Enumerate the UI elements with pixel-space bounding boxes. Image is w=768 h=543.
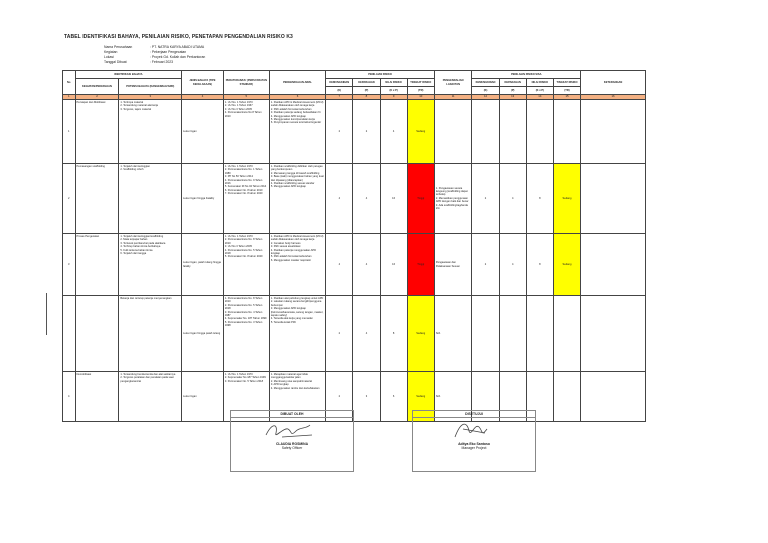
risk-table-sheet (62, 70, 646, 422)
header-identifikasi: IDENTIFIKASI BAHAYA (75, 71, 182, 79)
cell-kp: 16 (380, 164, 407, 234)
cell-pengendalian: 1. Pastikan alat pelindung lengkap untuk APD 2. Lakukan tukang secara bergilir/pengguna bertempat 3. Menggunakan APD lengkap (helm/vest/kacamata, sarung tangan, masker, sepatu safety) 4. Tersedia alat kerja yang memadai 5. Tersedia kotak P3K (269, 296, 325, 372)
cell-potensi: Bekerja dan tertutup pekerja menyenangkan (119, 296, 182, 372)
cell-skp (526, 100, 553, 164)
header-pengendalian: PENGENDALIAN AWAL (269, 71, 325, 95)
cell-k: 2 (326, 100, 353, 164)
cell-pengendalian: 1. Merapikan material agar tidak mengganggu/sekitar jalan 2. Membuang sisa sampah/material 3. APD lengkap 4. Menggunakan rambu dan kartu/lakukan (269, 372, 325, 422)
meta-value: : Proyek Gd. Kuliah dan Perkantoran (150, 55, 206, 59)
cell-k: 4 (326, 234, 353, 296)
header-code: (P) (353, 87, 380, 95)
header-code: (TR) (407, 87, 434, 95)
cell-kp: 8 (380, 296, 407, 372)
cell-sk (472, 296, 499, 372)
meta-key: Lokasi (104, 55, 114, 59)
signature-heading: DIBUAT OLEH (231, 411, 353, 418)
column-number: 1 (63, 95, 76, 100)
column-number: 11 (434, 95, 472, 100)
cell-lanjutan (434, 100, 472, 164)
cell-no: 3 (63, 234, 76, 296)
column-number: 4 (182, 95, 224, 100)
column-number: 2 (75, 95, 119, 100)
cell-skp: 8 (526, 164, 553, 234)
cell-kp: 6 (380, 372, 407, 422)
cell-kp: 4 (380, 100, 407, 164)
cell-peraturan: 1. UU No. 1 Tahun 1970 2. Permenakertrans No. 8 Tahun 2010 3. UU No 3 Tahun 2005 4. Permenakertrans No. 5 Tahun 2018 5. Permenaker No. 8 tahun 2020 (223, 234, 269, 296)
header-code: (K x P) (526, 87, 553, 95)
signature-mark (413, 418, 535, 442)
column-number: 5 (223, 95, 269, 100)
column-number: 7 (326, 95, 353, 100)
cell-tr: Tinggi (407, 164, 434, 234)
column-number: 13 (499, 95, 526, 100)
meta-key: Kegiatan (104, 50, 118, 54)
signature-heading: DISETUJUI (413, 411, 535, 418)
header-code: (K) (326, 87, 353, 95)
column-number: 3 (119, 95, 182, 100)
cell-jenis: Luka ringan, patah tulang hingga fatality (182, 234, 224, 296)
cell-peraturan: 1. UU No. 1 Tahun 1970 2. Kepmenaker No 187 Tahun 1999 3. Permenaker No. 5 Tahun 2018 (223, 372, 269, 422)
meta-value: : Februari 2023 (150, 60, 173, 64)
risk-table-body (63, 100, 646, 422)
cell-tr: Sedang (407, 372, 434, 422)
cell-kp: 16 (380, 234, 407, 296)
meta-key: Tanggal Dibuat (104, 60, 127, 64)
signature-role: Manager Project (461, 446, 487, 450)
column-number: 8 (353, 95, 380, 100)
cell-tr: Tinggi (407, 234, 434, 296)
header-nilai: NILAI RISIKO (380, 79, 407, 87)
cell-k: 2 (326, 372, 353, 422)
cell-ket (581, 234, 646, 296)
margin-line (46, 293, 47, 335)
cell-tr: Sedang (407, 100, 434, 164)
header-penilaian: PENILAIAN RISIKO (326, 71, 435, 79)
header-code: (K) (472, 87, 499, 95)
cell-k: 4 (326, 164, 353, 234)
header-nilai: NILAI RISIKO (526, 79, 553, 87)
header-potensi: POTENSI BAHAYA (DANGER/HAZARD) (119, 79, 182, 95)
signature-box-created (230, 410, 354, 472)
header-kemungkinan: KEMUNGKINAN (472, 79, 499, 87)
cell-sp (499, 100, 526, 164)
cell-peraturan: 1. UU No. 1 Tahun 1970 2. Permenakertrans No. 1 Tahun 1980 3. PP No 50 Tahun 2012 4. Permenakertrans No. 9 Tahun 2016 5. Kemenaker RI No 04 Tahun 2014 6. Permenaker No. 8 tahun 2010 7. Permenaker No. 8 tahun 2020 (223, 164, 269, 234)
cell-ket (581, 372, 646, 422)
cell-potensi: 1. Tertimpa material 2. Tersandung material alat kerja 3. Tergores, tajam material (119, 100, 182, 164)
cell-str: Sedang (553, 234, 580, 296)
cell-lanjutan: Pengawasan dan Pelaksanaan Sesuai (434, 234, 472, 296)
document-title: TABEL IDENTIFIKASI BAHAYA, PENILAIAN RISIKO, PENETAPAN PENGENDALIAN RISIKO K3 (64, 34, 293, 40)
cell-jenis: Luka ringan hingga Fatality (182, 164, 224, 234)
cell-ket (581, 164, 646, 234)
header-lanjutan: PENGENDALIAN LANJUTAN (434, 71, 472, 95)
signature-name: CLAUDIA ROSMINA (275, 442, 309, 446)
cell-p: 4 (353, 164, 380, 234)
cell-lanjutan: N/A (434, 296, 472, 372)
handwritten-signature-icon (449, 419, 499, 441)
header-code: (TR) (553, 87, 580, 95)
cell-pengendalian: 1. Pastikan APD & Medical Assesment (MCU) sudah dilaksanakan oleh tenaga kerja 2. P&K adalah formulasi kebutuhan 3. Pastikan pekerja sedang bebas/dalam fit 4. Menggunakan APD lengkap 5. Menggunakan kunci/peralatan kerja 6. Penyimpanan secara terstruktur/organisir (269, 100, 325, 164)
cell-ket (581, 100, 646, 164)
header-jenis: JENIS BAHAYA (TIPE KECELAKAAN) (182, 71, 224, 95)
cell-jenis: Luka ringan (182, 100, 224, 164)
cell-sp: 4 (499, 164, 526, 234)
cell-kegiatan: Pemasangan scaffolding (75, 164, 119, 234)
header-keparahan: KEPARAHAN (353, 79, 380, 87)
cell-sp: 4 (499, 234, 526, 296)
cell-kegiatan: Proses Pengecatan (75, 234, 119, 296)
table-row (63, 372, 646, 422)
header-keterangan: KETERANGAN (581, 71, 646, 95)
cell-ket (581, 296, 646, 372)
handwritten-signature-icon (262, 419, 322, 441)
cell-sk: 2 (472, 234, 499, 296)
signature-mark (231, 418, 353, 442)
cell-kegiatan: Demobilisasi (75, 372, 119, 422)
risk-table (62, 70, 646, 422)
cell-str (553, 296, 580, 372)
signature-box-approved (412, 410, 536, 472)
column-number: 14 (526, 95, 553, 100)
cell-no (63, 296, 76, 372)
cell-sp (499, 296, 526, 372)
column-number: 9 (380, 95, 407, 100)
header-code: (K x P) (380, 87, 407, 95)
cell-peraturan: 1. Permenakertrans No. 8 Tahun 2010 2. Permenakertrans No. 5 Tahun 2018 3. Permenakertrans No. 4 Tahun 1987 4. Kepmenaker No. 187 Tahun 1999 5. Permenakertrans No. 3 Tahun 1998 (223, 296, 269, 372)
cell-pengendalian: 1. Pastikan scaffolding didirikan oleh petugas yang berkompeten 2. Memasang tangga di bawah scaffolding 3. Base (kaki) menggunakan bahan yang kuat dan dipasang (ditancapkan) 4. Pastikan scaffolding sesuai standar 5. Menggunakan APD lengkap (269, 164, 325, 234)
cell-no: 1 (63, 100, 76, 164)
cell-potensi: 1. Terjatuh dari ketinggian/scaffolding 2. Mata terpapar bahan 3. Tertusuk percikan/cat pada alat/kaca 4. Terhirup bahan kimia berbahaya 5. Kulit terkena bahan kimia 6. Terjatuh dari tangga (119, 234, 182, 296)
column-number: 16 (581, 95, 646, 100)
cell-sk (472, 100, 499, 164)
cell-lanjutan: N/A (434, 372, 472, 422)
cell-skp (526, 296, 553, 372)
cell-pengendalian: 1. Pastikan APD & Medical Assesment (MCU) sudah dilaksanakan oleh tenaga kerja 2. Gunakan body harness 3. P&K sesuai area/lokasi 4. Pastikan pekerja menggunakan APD lengkap 5. P&K adalah formulasi kebutuhan 6. Menggunakan masker respirator (269, 234, 325, 296)
cell-p: 4 (353, 234, 380, 296)
cell-skp: 8 (526, 234, 553, 296)
meta-value: : Pekerjaan Pengecatan (150, 50, 187, 54)
cell-potensi: 1. Terjatuh dari ketinggian 2. Scaffolding roboh (119, 164, 182, 234)
signature-role: Safety Officer (281, 446, 303, 450)
document-meta (104, 45, 205, 65)
table-row (63, 164, 646, 234)
meta-key: Nama Perusahaan (104, 45, 133, 49)
header-kegiatan: KEGIATAN/PEKERJAAN (75, 79, 119, 95)
column-number: 15 (553, 95, 580, 100)
meta-row (104, 60, 205, 65)
cell-p: 2 (353, 100, 380, 164)
header-no: No (63, 71, 76, 95)
cell-peraturan: 1. UU No. 1 Tahun 1970 2. UU No. 1 Tahun 1967 3. UU No 3 Tahun 2005 4. Permenakertrans No 8 Tahun 2010 (223, 100, 269, 164)
header-kemungkinan: KEMUNGKINAN (326, 79, 353, 87)
cell-lanjutan: 1. Pengawasan secara langsung (scaffolding dapat terbuka) 2. Memastikan penggunaan APD dengan baik dan benar 3. Ada scaffolding/tag/tanda izin (434, 164, 472, 234)
table-row (63, 234, 646, 296)
cell-str: Sedang (553, 164, 580, 234)
cell-str (553, 100, 580, 164)
header-tingkat: TINGKAT RISIKO (407, 79, 434, 87)
table-row (63, 100, 646, 164)
column-number: 12 (472, 95, 499, 100)
meta-value: : PT. NATRA KARYA ABADI UTAMA (150, 45, 205, 49)
cell-potensi: 1. Tersandung benda-benda dan alat sekitarnya 2. Tergores peralatan dan peralatan pada saat pengangkutan/cat (119, 372, 182, 422)
header-sisa: PENILAIAN RISIKO SISA (472, 71, 581, 79)
header-peraturan: PERATURAN/UU (PERSYARATAN STANDAR) (223, 71, 269, 95)
header-keparahan: KEPARAHAN (499, 79, 526, 87)
cell-sk: 2 (472, 164, 499, 234)
column-number: 6 (269, 95, 325, 100)
cell-jenis: Luka ringan (182, 372, 224, 422)
cell-tr: Sedang (407, 296, 434, 372)
cell-kegiatan (75, 296, 119, 372)
header-tingkat: TINGKAT RISIKO (553, 79, 580, 87)
cell-no: 2 (63, 164, 76, 234)
cell-p: 3 (353, 372, 380, 422)
cell-p: 4 (353, 296, 380, 372)
cell-jenis: Luka ringan hingga patah tulang (182, 296, 224, 372)
cell-kegiatan: Persiapan dan Mobilisasi (75, 100, 119, 164)
cell-k: 2 (326, 296, 353, 372)
table-row (63, 296, 646, 372)
signature-name: Aditya Eko Santoso (458, 442, 490, 446)
column-number: 10 (407, 95, 434, 100)
cell-str (553, 372, 580, 422)
header-code: (P) (499, 87, 526, 95)
cell-no: 4 (63, 372, 76, 422)
